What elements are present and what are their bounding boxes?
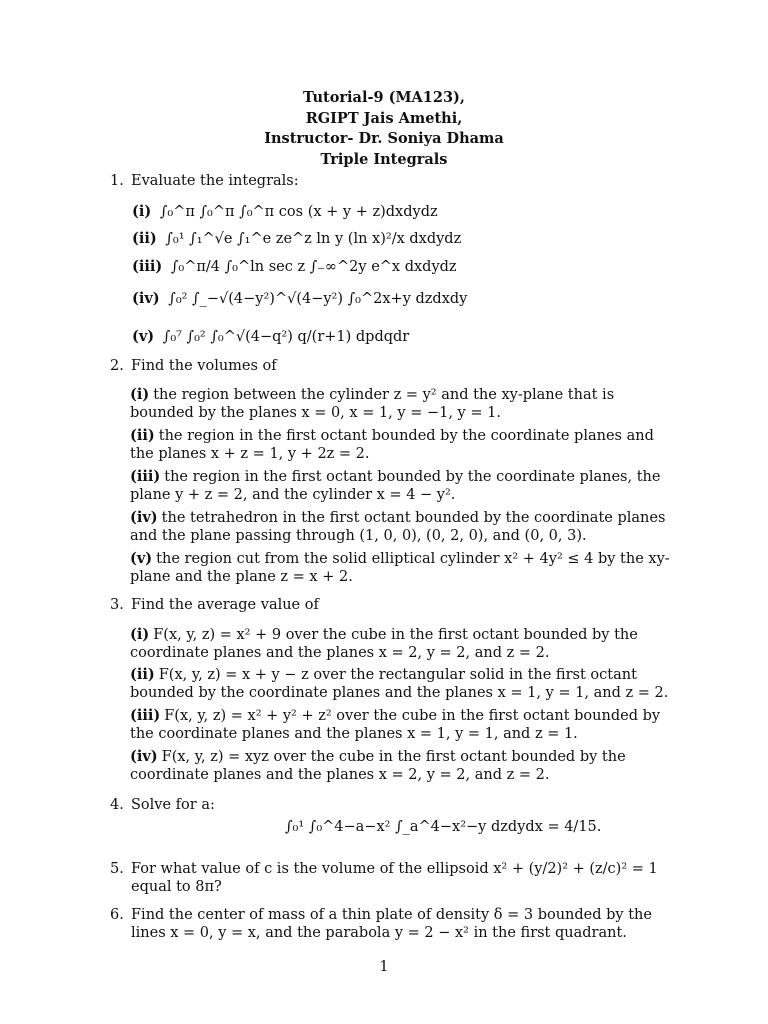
question-number: 6.: [110, 907, 124, 923]
question-text: Find the average value of: [131, 597, 319, 613]
sub-question: [130, 468, 680, 504]
page-number: 1: [379, 959, 389, 975]
item-label: (ii): [130, 427, 155, 444]
item-label: (iv): [130, 509, 158, 526]
question-text: Find the volumes of: [131, 358, 277, 374]
sub-question: [130, 509, 680, 545]
sub-question: [130, 626, 680, 662]
item-label: (i): [132, 203, 152, 220]
item-label: (ii): [132, 230, 157, 247]
sub-question: [130, 748, 680, 784]
sub-question: [130, 386, 680, 422]
question-5: [110, 860, 680, 896]
integral-expression: ∫₀^π ∫₀^π ∫₀^π cos (x + y + z)dxdydz: [159, 204, 438, 220]
integral-expression: ∫₀^π/4 ∫₀^ln sec z ∫₋∞^2y e^x dxdydz: [170, 259, 457, 275]
question-number: 5.: [110, 861, 124, 877]
item-label: (iv): [132, 290, 160, 307]
sub-question: [130, 666, 680, 702]
item-text: the region in the first octant bounded by the coordinate planes and the planes x + z = 1, y + 2z = 2.: [130, 428, 654, 462]
item-label: (i): [130, 626, 150, 643]
item-text: the tetrahedron in the first octant bounded by the coordinate planes and the plane passing through (1, 0, 0), (0, 2, 0), and (0, 0, 3).: [130, 510, 666, 544]
item-label: (v): [132, 328, 155, 345]
question-text: Solve for a:: [131, 797, 215, 813]
integral-item: [132, 230, 461, 248]
item-text: the region between the cylinder z = y² and the xy-plane that is bounded by the planes x = 0, x = 1, y = −1, y = 1.: [130, 387, 615, 421]
item-text: the region in the first octant bounded by the coordinate planes, the plane y + z = 2, and the cylinder x = 4 − y².: [130, 469, 661, 503]
sub-question: [130, 550, 680, 586]
institute-name: RGIPT Jais Amethi,: [305, 109, 463, 127]
question-6: [110, 906, 680, 942]
question-1: [110, 172, 680, 190]
question-number: 3.: [110, 597, 124, 613]
question-number: 1.: [110, 173, 124, 189]
instructor-name: Instructor- Dr. Soniya Dhama: [264, 130, 504, 147]
integral-expression: ∫₀² ∫_−√(4−y²)^√(4−y²) ∫₀^2x+y dzdxdy: [168, 291, 468, 307]
question-3: [110, 596, 680, 614]
sub-question: [130, 427, 680, 463]
question-2: [110, 357, 680, 375]
question-4: [110, 796, 680, 814]
question-text: Find the center of mass of a thin plate of density δ = 3 bounded by the lines x = 0, y = x, and the parabola y = 2 − x² in the first quadrant.: [131, 907, 652, 941]
question-number: 4.: [110, 797, 124, 813]
item-text: F(x, y, z) = x² + 9 over the cube in the first octant bounded by the coordinate planes and the planes x = 2, y = 2, and z = 2.: [130, 627, 638, 661]
item-label: (v): [130, 550, 153, 567]
question-text: For what value of c is the volume of the ellipsoid x² + (y/2)² + (z/c)² = 1 equal to 8π?: [131, 861, 658, 895]
item-label: (ii): [130, 666, 155, 683]
question-text: Evaluate the integrals:: [131, 173, 299, 189]
integral-item: [132, 290, 467, 308]
document-header: [0, 88, 768, 170]
item-text: F(x, y, z) = x² + y² + z² over the cube in the first octant bounded by the coordinate planes and the planes x = 1, y = 1, and z = 1.: [130, 708, 661, 742]
item-text: the region cut from the solid elliptical cylinder x² + 4y² ≤ 4 by the xy-plane and the plane z = x + 2.: [130, 551, 670, 585]
item-label: (iii): [130, 468, 161, 485]
item-label: (iii): [130, 707, 161, 724]
item-label: (i): [130, 386, 150, 403]
sub-question: [130, 707, 680, 743]
topic-title: Triple Integrals: [320, 150, 448, 168]
integral-item: [132, 328, 409, 346]
tutorial-title: Tutorial-9 (MA123),: [303, 89, 465, 106]
integral-item: [132, 258, 457, 276]
display-equation: ∫₀¹ ∫₀^4−a−x² ∫_a^4−x²−y dzdydx = 4/15.: [285, 819, 602, 835]
item-label: (iv): [130, 748, 158, 765]
item-label: (iii): [132, 258, 163, 275]
question-number: 2.: [110, 358, 124, 374]
integral-expression: ∫₀¹ ∫₁^√e ∫₁^e ze^z ln y (ln x)²/x dxdydz: [165, 231, 462, 247]
item-text: F(x, y, z) = x + y − z over the rectangular solid in the first octant bounded by the coordinate planes and the planes x = 1, y = 1, and z = 2.: [130, 667, 669, 701]
integral-item: [132, 203, 438, 221]
integral-expression: ∫₀⁷ ∫₀² ∫₀^√(4−q²) q/(r+1) dpdqdr: [162, 329, 410, 345]
item-text: F(x, y, z) = xyz over the cube in the first octant bounded by the coordinate planes and the planes x = 2, y = 2, and z = 2.: [130, 749, 626, 783]
